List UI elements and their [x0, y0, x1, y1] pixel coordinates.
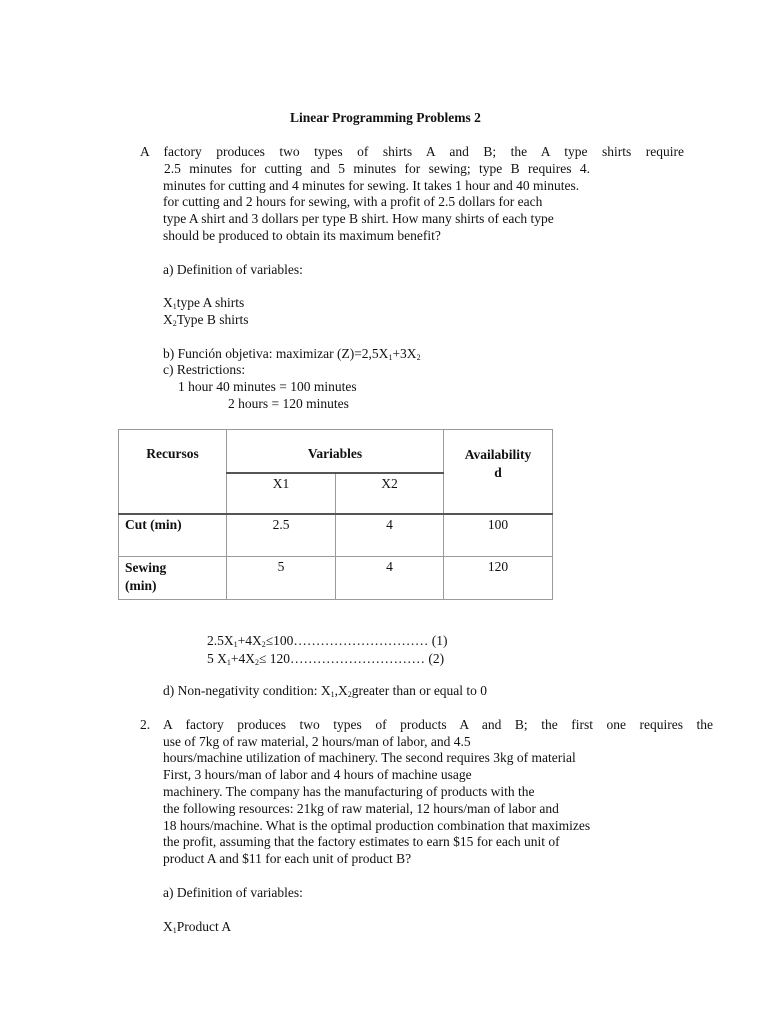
objective-text: +3X: [392, 346, 417, 361]
var-subscript: 2: [172, 319, 177, 328]
non-negativity-condition: [163, 683, 487, 699]
problem1-line: should be produced to obtain its maximum benefit?: [163, 228, 441, 243]
conversion-1: 1 hour 40 minutes = 100 minutes: [178, 379, 357, 394]
constraint-1: [207, 633, 448, 649]
problem2-line: hours/machine utilization of machinery. The second requires 3kg of material: [163, 750, 576, 765]
ineq-text: 2.5X: [207, 633, 234, 648]
ineq-text: +4X: [230, 651, 255, 666]
objective-text: b) Función objetiva: maximizar (Z)=2,5X: [163, 346, 389, 361]
problem2-line: product A and $11 for each unit of product B?: [163, 851, 412, 866]
var-subscript: 1: [233, 640, 238, 649]
problem2-definition-heading: a) Definition of variables:: [163, 885, 303, 900]
variable-x2-definition: [163, 312, 249, 328]
nonneg-text: ,X: [334, 683, 348, 698]
header-text: d: [494, 465, 502, 480]
var-subscript: 1: [330, 690, 335, 699]
row-label: Sewing (min): [119, 557, 227, 600]
ineq-text: +4X: [237, 633, 262, 648]
row-label: Cut (min): [119, 514, 227, 557]
ineq-text: ≤ 120………………………… (2): [259, 651, 445, 666]
resources-table: [118, 429, 553, 600]
restrictions-heading: c) Restrictions:: [163, 362, 246, 377]
ineq-text: 5 X: [207, 651, 227, 666]
var-symbol: X: [163, 919, 173, 934]
header-x2: [336, 473, 444, 514]
cell-x1: 2.5: [227, 514, 336, 557]
var-subscript: 1: [388, 353, 393, 362]
cell-x2: 4: [336, 557, 444, 600]
header-text: X2: [381, 475, 398, 491]
table-row: [119, 557, 553, 600]
problem2-line: First, 3 hours/man of labor and 4 hours of machine usage: [163, 767, 472, 782]
problem2-line: use of 7kg of raw material, 2 hours/man of labor, and 4.5: [163, 734, 471, 749]
problem1-line: for cutting and 2 hours for sewing, with a profit of 2.5 dollars for each: [163, 194, 543, 209]
nonneg-text: greater than or equal to 0: [351, 683, 488, 698]
header-text: Recursos: [146, 446, 199, 461]
problem1-line: A factory produces two types of shirts A and B; the A type shirts require: [140, 144, 684, 159]
var-symbol: X: [163, 295, 173, 310]
problem2-line: the following resources: 21kg of raw material, 12 hours/man of labor and: [163, 801, 559, 816]
definition-heading: a) Definition of variables:: [163, 262, 303, 277]
problem2-line: A factory produces two types of products A and B; the first one requires the: [163, 717, 713, 732]
problem2-number: 2.: [140, 717, 151, 732]
var-subscript: 1: [226, 658, 231, 667]
var-subscript: 2: [255, 658, 259, 667]
variable-x1-definition: [163, 295, 244, 311]
header-availability: [444, 430, 553, 514]
objective-function: [163, 346, 421, 362]
nonneg-text: d) Non-negativity condition: X: [163, 683, 331, 698]
problem1-line: minutes for cutting and 4 minutes for sewing. It takes 1 hour and 40 minutes.: [163, 178, 580, 193]
problem2-line: machinery. The company has the manufacturing of products with the: [163, 784, 535, 799]
header-text: Variables: [307, 446, 363, 461]
var-subscript: 2: [261, 640, 266, 649]
var-subscript: 1: [172, 926, 177, 935]
var-label: Type B shirts: [176, 312, 249, 327]
var-symbol: X: [163, 312, 173, 327]
cell-availability: 100: [444, 514, 553, 557]
constraint-2: [207, 651, 444, 667]
header-text: Availability: [464, 447, 532, 462]
problem2-line: the profit, assuming that the factory estimates to earn $15 for each unit of: [163, 834, 560, 849]
cell-x1: 5: [227, 557, 336, 600]
var-label: Product A: [176, 919, 232, 934]
problem1-line: 2.5 minutes for cutting and 5 minutes for sewing; type B requires 4.: [164, 161, 590, 176]
var-subscript: 2: [416, 353, 421, 362]
header-recursos: [119, 430, 227, 514]
var-subscript: 2: [347, 690, 352, 699]
var-label: type A shirts: [176, 295, 245, 310]
header-x1: [227, 473, 336, 514]
problem1-line: type A shirt and 3 dollars per type B shirt. How many shirts of each type: [163, 211, 554, 226]
header-text: X1: [272, 475, 290, 491]
var-subscript: 1: [172, 302, 177, 311]
conversion-2: 2 hours = 120 minutes: [228, 396, 349, 411]
header-variables: [227, 430, 444, 473]
page-title: Linear Programming Problems 2: [290, 110, 481, 125]
cell-availability: 120: [444, 557, 553, 600]
problem2-variable-x1: [163, 919, 231, 935]
problem2-line: 18 hours/machine. What is the optimal production combination that maximizes: [163, 818, 591, 833]
ineq-text: ≤100………………………… (1): [265, 633, 448, 648]
cell-x2: 4: [336, 514, 444, 557]
table-row: [119, 514, 553, 557]
